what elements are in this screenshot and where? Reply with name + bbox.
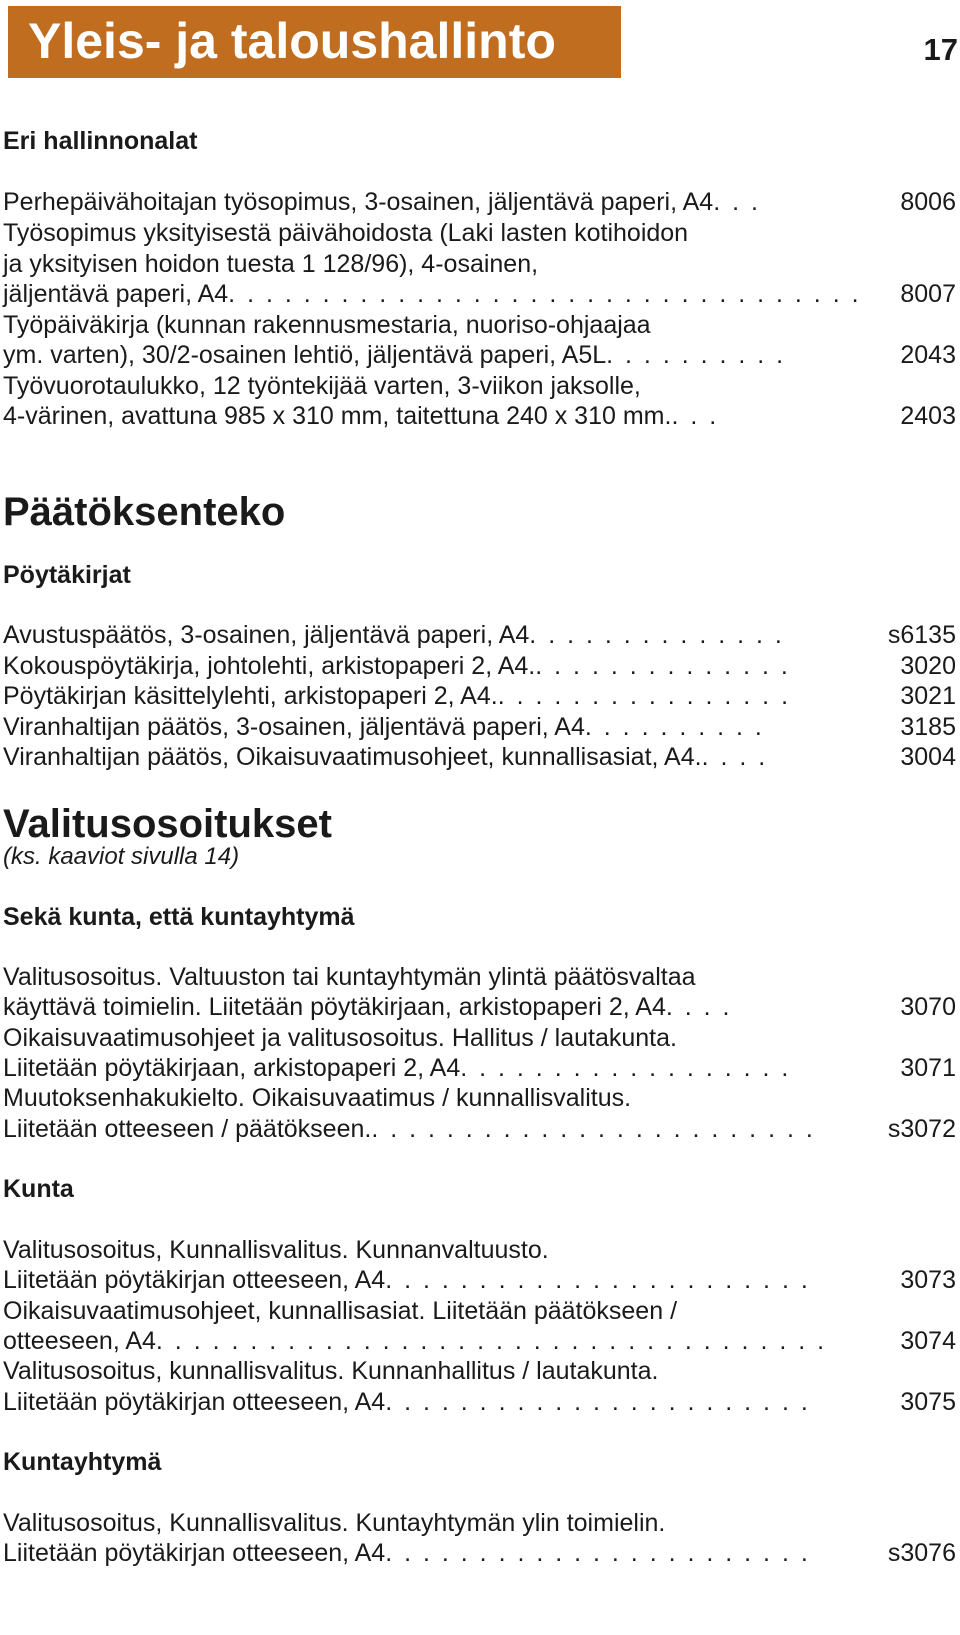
product-code: 2403 [900, 402, 956, 430]
item-line: Oikaisuvaatimusohjeet, kunnallisasiat. Liitetään päätökseen / [3, 1297, 678, 1325]
subheading-poytakirjat: Pöytäkirjat [3, 561, 131, 589]
subheading-kunta: Kunta [3, 1175, 74, 1203]
product-code: 8007 [900, 280, 956, 308]
product-code: 3071 [900, 1054, 956, 1082]
item-line: Valitusosoitus, Kunnallisvalitus. Kuntayhtymän ylin toimielin. [3, 1509, 666, 1537]
product-code: 3004 [900, 743, 956, 771]
product-code: 2043 [900, 341, 956, 369]
cross-reference-note: (ks. kaaviot sivulla 14) [3, 843, 240, 870]
page-number: 17 [923, 32, 958, 67]
item-line: käyttävä toimielin. Liitetään pöytäkirjaan, arkistopaperi 2, A4. . . . [3, 993, 732, 1021]
product-code: 3185 [900, 713, 956, 741]
subheading-kuntayhtyma: Kuntayhtymä [3, 1448, 162, 1476]
product-code: s3076 [887, 1539, 956, 1567]
product-code: 3073 [900, 1266, 956, 1294]
item-line: Valitusosoitus, kunnallisvalitus. Kunnanhallitus / lautakunta. [3, 1357, 659, 1385]
item-line: Liitetään pöytäkirjan otteeseen, A4. . . . . . . . . . . . . . . . . . . . . . . [3, 1388, 811, 1416]
item-line: Liitetään otteeseen / päätökseen.. . . . . . . . . . . . . . . . . . . . . . . . [3, 1115, 816, 1143]
product-code: 3070 [900, 993, 956, 1021]
product-code: 3020 [900, 652, 956, 680]
item-line: Liitetään pöytäkirjaan, arkistopaperi 2, A4. . . . . . . . . . . . . . . . . . [3, 1054, 791, 1082]
page-title: Yleis- ja taloushallinto [28, 13, 556, 69]
item-line: Valitusosoitus, Kunnallisvalitus. Kunnanvaltuusto. [3, 1236, 549, 1264]
item-line: Oikaisuvaatimusohjeet ja valitusosoitus. Hallitus / lautakunta. [3, 1024, 677, 1052]
item-line: Työsopimus yksityisestä päivähoidosta (Laki lasten kotihoidon [3, 219, 689, 247]
item-line: Muutoksenhakukielto. Oikaisuvaatimus / kunnallisvalitus. [3, 1084, 632, 1112]
item-line: Liitetään pöytäkirjan otteeseen, A4. . . . . . . . . . . . . . . . . . . . . . . [3, 1266, 811, 1294]
item-line: Pöytäkirjan käsittelylehti, arkistopaperi 2, A4.. . . . . . . . . . . . . . . . [3, 682, 791, 710]
item-line: Liitetään pöytäkirjan otteeseen, A4. . . . . . . . . . . . . . . . . . . . . . . [3, 1539, 811, 1567]
section-title-banner [8, 6, 621, 78]
product-code: s6135 [887, 621, 956, 649]
item-line: ym. varten), 30/2-osainen lehtiö, jäljentävä paperi, A5L. . . . . . . . . . [3, 341, 786, 369]
product-code: 3075 [900, 1388, 956, 1416]
item-line: otteeseen, A4. . . . . . . . . . . . . . . . . . . . . . . . . . . . . . . . . . . . [3, 1327, 827, 1355]
item-line: Valitusosoitus. Valtuuston tai kuntayhtymän ylintä päätösvaltaa [3, 963, 696, 991]
product-code: 3021 [900, 682, 956, 710]
item-line: jäljentävä paperi, A4. . . . . . . . . . . . . . . . . . . . . . . . . . . . . . . . . . [3, 280, 862, 308]
product-code: s3072 [887, 1115, 956, 1143]
item-line: Työvuorotaulukko, 12 työntekijää varten, 3-viikon jaksolle, [3, 372, 641, 400]
heading-paatoksenteko: Päätöksenteko [3, 490, 286, 534]
heading-valitusosoitukset: Valitusosoitukset [3, 802, 332, 846]
product-code: 8006 [900, 188, 956, 216]
subheading-eri-hallinnonalat: Eri hallinnonalat [3, 127, 198, 155]
subheading-seka-kunta-etta-kuntayhtyma: Sekä kunta, että kuntayhtymä [3, 903, 355, 931]
item-line: Viranhaltijan päätös, Oikaisuvaatimusohjeet, kunnallisasiat, A4.. . . . [3, 743, 768, 771]
item-line: Perhepäivähoitajan työsopimus, 3-osainen, jäljentävä paperi, A4. . . [3, 188, 761, 216]
item-line: Työpäiväkirja (kunnan rakennusmestaria, nuoriso-ohjaajaa [3, 311, 651, 339]
item-line: Kokouspöytäkirja, johtolehti, arkistopaperi 2, A4.. . . . . . . . . . . . . . [3, 652, 791, 680]
item-line: Viranhaltijan päätös, 3-osainen, jäljentävä paperi, A4. . . . . . . . . . [3, 713, 765, 741]
item-line: ja yksityisen hoidon tuesta 1 128/96), 4-osainen, [3, 250, 539, 278]
item-line: Avustuspäätös, 3-osainen, jäljentävä paperi, A4. . . . . . . . . . . . . . [3, 621, 785, 649]
item-line: 4-värinen, avattuna 985 x 310 mm, taitettuna 240 x 310 mm.. . . [3, 402, 719, 430]
product-code: 3074 [900, 1327, 956, 1355]
